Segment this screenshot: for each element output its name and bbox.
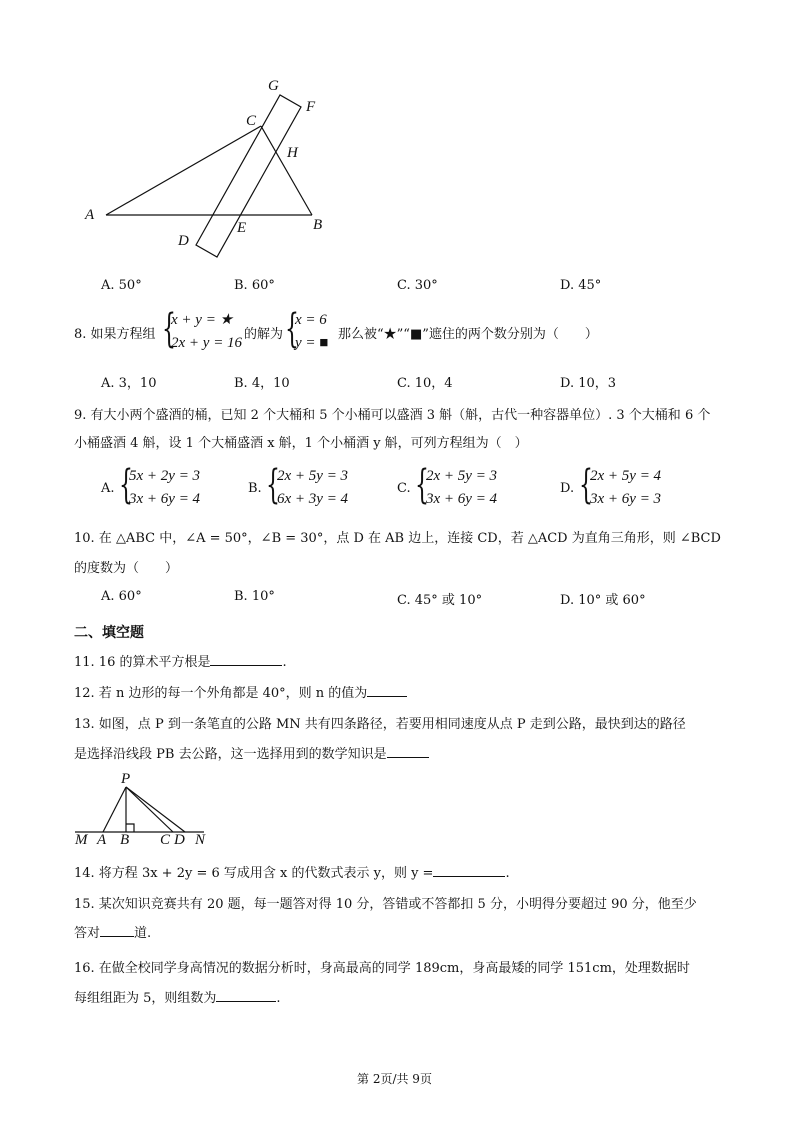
q16-period: . — [276, 991, 281, 1006]
q8-eq-4: y = ■ — [295, 335, 329, 351]
q8-eq-2: 2x + y = 16 — [171, 335, 243, 351]
q8-suffix: 那么被“★”“■”遮住的两个数分别为（ ） — [338, 327, 598, 342]
q9-option-b-brace: { — [266, 462, 280, 508]
label-D: D — [178, 233, 189, 249]
q16-line-2 — [74, 987, 281, 1006]
q8-eq-3: x = 6 — [295, 312, 327, 328]
label-C2: C — [160, 832, 171, 848]
q10-option-a[interactable]: A. 60° — [101, 589, 142, 604]
q9-option-c-eq-1: 2x + 5y = 3 — [426, 468, 498, 484]
q8-option-a[interactable]: A. 3，10 — [101, 376, 157, 391]
q9-option-d-eq-1: 2x + 5y = 4 — [590, 468, 662, 484]
label-E: E — [237, 220, 247, 236]
q10-option-d[interactable]: D. 10° 或 60° — [560, 593, 646, 608]
q12-answer-blank[interactable] — [367, 684, 407, 697]
right-angle-mark — [126, 824, 134, 832]
q15-line-1: 15. 某次知识竞赛共有 20 题，每一题答对得 10 分，答错或不答都扣 5 分，小明得分要超过 90 分，他至少 — [74, 897, 697, 912]
segment-PC — [126, 787, 173, 832]
q11-text — [74, 651, 287, 670]
q15-line-2 — [74, 922, 151, 941]
q7-option-a[interactable]: A. 50° — [101, 278, 142, 293]
q9-option-a-brace: { — [119, 462, 133, 508]
q15-suffix: 道. — [134, 926, 152, 941]
q9-option-a-eq-1: 5x + 2y = 3 — [129, 468, 201, 484]
q16-line-1: 16. 在做全校同学身高情况的数据分析时，身高最高的同学 189cm，身高最矮的同学 151cm，处理数据时 — [74, 961, 690, 976]
q11-answer-blank[interactable] — [210, 653, 282, 666]
page-footer: 第 2页/共 9页 — [357, 1072, 432, 1086]
q15-prefix: 答对 — [74, 926, 101, 941]
q9-line-2: 小桶盛酒 4 斛，设 1 个大桶盛酒 x 斛，1 个小桶酒 y 斛，可列方程组为（ ） — [74, 436, 528, 451]
q7-option-b[interactable]: B. 60° — [234, 278, 275, 293]
q8-eq-1: x + y = ★ — [171, 312, 234, 328]
q13-answer-blank[interactable] — [387, 745, 429, 758]
q8-option-d[interactable]: D. 10，3 — [560, 376, 617, 391]
q8-brace-2: { — [285, 306, 299, 352]
q14-text — [74, 862, 510, 881]
q9-line-1: 9. 有大小两个盛酒的桶，已知 2 个大桶和 5 个小桶可以盛酒 3 斛（斛，古代一种容器单位）. 3 个大桶和 6 个 — [74, 408, 711, 423]
q8-option-b[interactable]: B. 4，10 — [234, 376, 290, 391]
q10-line-1: 10. 在 △ABC 中，∠A = 50°，∠B = 30°，点 D 在 AB 边上，连接 CD，若 △ACD 为直角三角形，则 ∠BCD — [74, 531, 721, 546]
label-M: M — [75, 832, 88, 848]
q9-option-b-eq-1: 2x + 5y = 3 — [277, 468, 349, 484]
q13-line-1: 13. 如图，点 P 到一条笔直的公路 MN 共有四条路径，若要用相同速度从点 P 走到公路，最快到达的路径 — [74, 717, 686, 732]
segment-CB — [261, 126, 312, 215]
q8-option-c[interactable]: C. 10，4 — [397, 376, 453, 391]
q8-brace-1: { — [162, 306, 176, 352]
label-P: P — [121, 771, 131, 787]
q7-option-c[interactable]: C. 30° — [397, 278, 438, 293]
q9-option-c-eq-2: 3x + 6y = 4 — [426, 491, 498, 507]
q14-answer-blank[interactable] — [433, 864, 505, 877]
q11-stem: 11. 16 的算术平方根是 — [74, 655, 211, 670]
q9-option-b-system[interactable] — [277, 465, 348, 511]
q9-option-b-eq-2: 6x + 3y = 4 — [277, 491, 349, 507]
triangle-strip-figure — [80, 75, 340, 260]
q9-option-c-brace: { — [415, 462, 429, 508]
label-C: C — [246, 113, 257, 129]
label-F: F — [306, 99, 316, 115]
q9-option-d-eq-2: 3x + 6y = 3 — [590, 491, 662, 507]
segment-PD — [126, 787, 185, 832]
q8-middle: 的解为 — [244, 327, 284, 342]
q14-stem: 14. 将方程 3x + 2y = 6 写成用含 x 的代数式表示 y，则 y = — [74, 866, 434, 881]
q13-stem: 是选择沿线段 PB 去公路，这一选择用到的数学知识是 — [74, 747, 387, 762]
q9-option-a-eq-2: 3x + 6y = 4 — [129, 491, 201, 507]
label-B: B — [313, 217, 323, 233]
q11-period: . — [282, 655, 287, 670]
q13-line-2 — [74, 743, 429, 762]
q9-option-d-letter[interactable]: D. — [560, 481, 575, 496]
label-A: A — [85, 207, 95, 223]
q14-period: . — [505, 866, 510, 881]
q15-answer-blank[interactable] — [100, 924, 134, 937]
q9-option-c-system[interactable] — [426, 465, 497, 511]
q9-option-d-brace: { — [579, 462, 593, 508]
q8-prefix: 8. 如果方程组 — [74, 327, 156, 342]
q9-option-a-letter[interactable]: A. — [101, 481, 115, 496]
label-H: H — [287, 145, 298, 161]
q8-system-2 — [295, 309, 328, 355]
q9-option-b-letter[interactable]: B. — [248, 481, 262, 496]
q16-answer-blank[interactable] — [216, 989, 276, 1002]
q9-option-a-system[interactable] — [129, 465, 200, 511]
label-D2: D — [174, 832, 185, 848]
section-title: 二、填空题 — [74, 625, 144, 641]
q8-system-1 — [171, 309, 242, 355]
q12-stem: 12. 若 n 边形的每一个外角都是 40°，则 n 的值为 — [74, 686, 368, 701]
label-N: N — [195, 832, 206, 848]
segment-PA — [103, 787, 126, 832]
q12-text — [74, 682, 407, 701]
q10-line-2: 的度数为（ ） — [74, 561, 179, 576]
label-A2: A — [97, 832, 107, 848]
q10-option-b[interactable]: B. 10° — [234, 589, 275, 604]
q10-option-c[interactable]: C. 45° 或 10° — [397, 593, 483, 608]
label-G: G — [268, 78, 279, 94]
q9-option-d-system[interactable] — [590, 465, 661, 511]
q7-option-d[interactable]: D. 45° — [560, 278, 602, 293]
label-B2: B — [120, 832, 130, 848]
q9-option-c-letter[interactable]: C. — [397, 481, 411, 496]
q16-stem: 每组组距为 5，则组数为 — [74, 991, 217, 1006]
